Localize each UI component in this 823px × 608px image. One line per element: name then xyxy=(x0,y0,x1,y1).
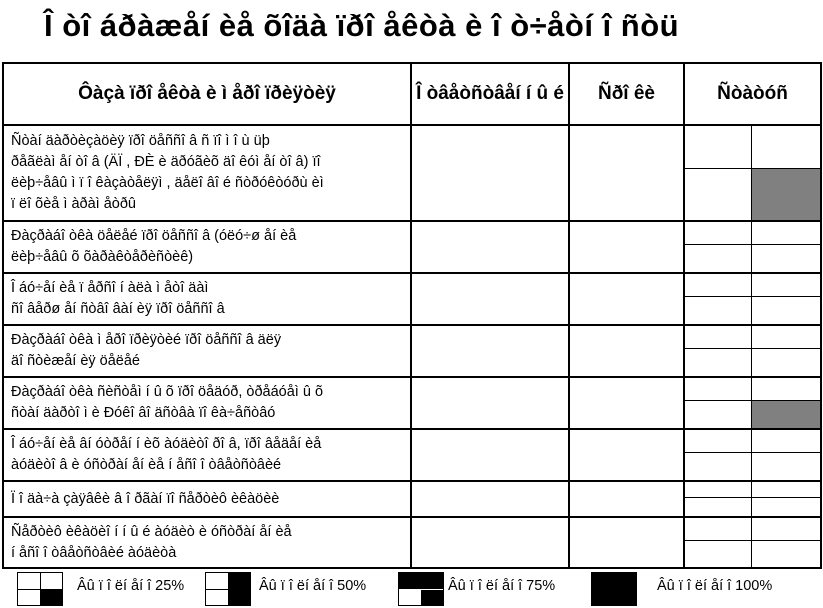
table-row xyxy=(3,429,821,481)
quarter-filled-icon xyxy=(17,572,63,606)
half-filled-icon xyxy=(205,572,251,606)
stage-text-line: ñî âåðø åí ñòâî âàí èÿ ïðî öåññî â xyxy=(11,301,225,317)
status-cell[interactable] xyxy=(684,325,821,377)
stage-text-line: Î áó÷åí èå âí óòðåí í èõ àóäèòî ðî â, ïðî âåäåí èå xyxy=(11,436,322,452)
status-quadrant[interactable] xyxy=(685,430,751,453)
status-quadrant[interactable] xyxy=(685,297,751,325)
status-quadrant[interactable] xyxy=(751,430,820,453)
status-quadrant[interactable] xyxy=(751,126,820,168)
status-cell[interactable] xyxy=(684,273,821,325)
stage-cell xyxy=(3,377,411,429)
status-cell[interactable] xyxy=(684,429,821,481)
status-quadrant[interactable] xyxy=(685,349,751,377)
status-grid xyxy=(685,482,820,516)
stage-cell xyxy=(3,429,411,481)
status-quadrant[interactable] xyxy=(685,245,751,273)
project-status-table xyxy=(2,62,822,569)
status-quadrant[interactable] xyxy=(751,540,820,567)
responsible-cell[interactable] xyxy=(411,481,569,517)
status-cell[interactable] xyxy=(684,517,821,568)
status-quadrant[interactable] xyxy=(685,482,751,497)
table-row xyxy=(3,325,821,377)
table-row xyxy=(3,377,821,429)
column-header-stage: Ôàçà ïðî åêòà è ì åðî ïðèÿòèÿ xyxy=(3,63,411,125)
legend-label: Âû ï î ëí åí î 50% xyxy=(259,578,367,594)
status-grid xyxy=(685,430,820,480)
status-grid xyxy=(685,274,820,324)
column-header-responsible: Î òâåòñòâåí í û é xyxy=(411,63,569,125)
responsible-cell[interactable] xyxy=(411,517,569,568)
stage-text-line: Ñåðòèô èêàöèî í í û é àóäèò è óñòðàí åí èå xyxy=(11,523,292,540)
stage-text-line: Ðàçðàáî òêà öåëåé ïðî öåññî â (óëó÷ø åí èå xyxy=(11,228,297,244)
status-quadrant[interactable] xyxy=(751,482,820,497)
status-grid xyxy=(685,222,820,272)
status-quadrant[interactable] xyxy=(751,518,820,540)
deadline-cell[interactable] xyxy=(569,517,684,568)
column-header-status: Ñòàòóñ xyxy=(684,63,821,125)
stage-cell xyxy=(3,481,411,517)
status-quadrant[interactable] xyxy=(751,326,820,349)
status-quadrant[interactable] xyxy=(751,222,820,245)
responsible-cell[interactable] xyxy=(411,377,569,429)
status-quadrant[interactable] xyxy=(751,245,820,273)
status-quadrant[interactable] xyxy=(751,497,820,516)
table-row xyxy=(3,125,821,221)
status-cell[interactable] xyxy=(684,221,821,273)
stage-text-line: äî ñòèæåí èÿ öåëåé xyxy=(11,353,140,369)
stage-text-line: ñòàí äàðòî ì è Ðóêî âî äñòâà ïî êà÷åñòâó xyxy=(11,405,276,421)
status-quadrant[interactable] xyxy=(751,274,820,297)
three-quarter-filled-icon xyxy=(398,572,444,606)
deadline-cell[interactable] xyxy=(569,125,684,221)
status-quadrant[interactable] xyxy=(685,222,751,245)
status-quadrant[interactable] xyxy=(751,401,820,429)
status-quadrant[interactable] xyxy=(751,297,820,325)
status-cell[interactable] xyxy=(684,125,821,221)
status-grid xyxy=(685,126,820,220)
status-quadrant[interactable] xyxy=(751,378,820,401)
stage-text-line: Î áó÷åí èå ï åðñî í àëà ì åòî äàì xyxy=(11,280,209,296)
status-quadrant[interactable] xyxy=(751,349,820,377)
table-row xyxy=(3,517,821,568)
status-quadrant[interactable] xyxy=(685,326,751,349)
status-quadrant[interactable] xyxy=(685,401,751,429)
status-quadrant[interactable] xyxy=(685,378,751,401)
legend-label: Âû ï î ëí åí î 100% xyxy=(657,578,773,594)
stage-cell xyxy=(3,221,411,273)
stage-cell xyxy=(3,325,411,377)
status-quadrant[interactable] xyxy=(751,453,820,481)
table-row xyxy=(3,481,821,517)
status-cell[interactable] xyxy=(684,377,821,429)
status-quadrant[interactable] xyxy=(685,274,751,297)
fully-filled-icon xyxy=(591,572,637,606)
status-grid xyxy=(685,518,820,567)
stage-text-line: Ï î äà÷à çàÿâêè â î ðãàí ïî ñåðòèô èêàöèè xyxy=(11,490,280,507)
legend xyxy=(0,571,823,607)
deadline-cell[interactable] xyxy=(569,325,684,377)
status-grid xyxy=(685,326,820,376)
deadline-cell[interactable] xyxy=(569,221,684,273)
status-quadrant[interactable] xyxy=(685,540,751,567)
deadline-cell[interactable] xyxy=(569,481,684,517)
status-quadrant[interactable] xyxy=(685,453,751,481)
stage-text-line: ðåãëàì åí òî â (ÄÏ , ÐÈ è äðóãèõ äî êóì åí òî â) ïî xyxy=(11,154,321,170)
status-grid xyxy=(685,378,820,428)
status-quadrant[interactable] xyxy=(685,168,751,220)
status-cell[interactable] xyxy=(684,481,821,517)
responsible-cell[interactable] xyxy=(411,325,569,377)
stage-text-line: Ðàçðàáî òêà ñèñòåì í û õ ïðî öåäóð, òðåáóåì û õ xyxy=(11,384,324,400)
status-quadrant[interactable] xyxy=(751,168,820,220)
table-row xyxy=(3,273,821,325)
stage-text-line: Ðàçðàáî òêà ì åðî ïðèÿòèé ïðî öåññî â äëÿ xyxy=(11,332,282,348)
deadline-cell[interactable] xyxy=(569,429,684,481)
stage-text-line: ëèþ÷åâû õ õàðàêòåðèñòèê) xyxy=(11,249,194,265)
column-header-deadline: Ñðî êè xyxy=(569,63,684,125)
page-title: Î òî áðàæåí èå õîäà ïðî åêòà è î ò÷åòí î ñòü xyxy=(44,8,680,43)
legend-label: Âû ï î ëí åí î 75% xyxy=(448,578,556,594)
responsible-cell[interactable] xyxy=(411,273,569,325)
responsible-cell[interactable] xyxy=(411,125,569,221)
stage-text-line: Ñòàí äàðòèçàöèÿ ïðî öåññî â ñ ïî ì î ù üþ xyxy=(11,133,270,149)
stage-cell xyxy=(3,517,411,568)
responsible-cell[interactable] xyxy=(411,221,569,273)
stage-text-line: ï ëî õèå ì àðàì åòðû xyxy=(11,196,136,212)
status-quadrant[interactable] xyxy=(685,497,751,516)
status-quadrant[interactable] xyxy=(685,518,751,540)
stage-text-line: àóäèòî â è óñòðàí åí èå í åñî î òâåòñòâèé xyxy=(11,457,282,473)
stage-text-line: í åñî î òâåòñòâèé àóäèòà xyxy=(11,544,177,561)
stage-cell xyxy=(3,273,411,325)
table-row xyxy=(3,221,821,273)
stage-cell xyxy=(3,125,411,221)
legend-label: Âû ï î ëí åí î 25% xyxy=(77,578,185,594)
deadline-cell[interactable] xyxy=(569,273,684,325)
stage-text-line: ëèþ÷åâû ì ï î êàçàòåëÿì , äåëî âî é ñòðóêòóðù èì xyxy=(11,175,324,191)
deadline-cell[interactable] xyxy=(569,377,684,429)
status-quadrant[interactable] xyxy=(685,126,751,168)
responsible-cell[interactable] xyxy=(411,429,569,481)
